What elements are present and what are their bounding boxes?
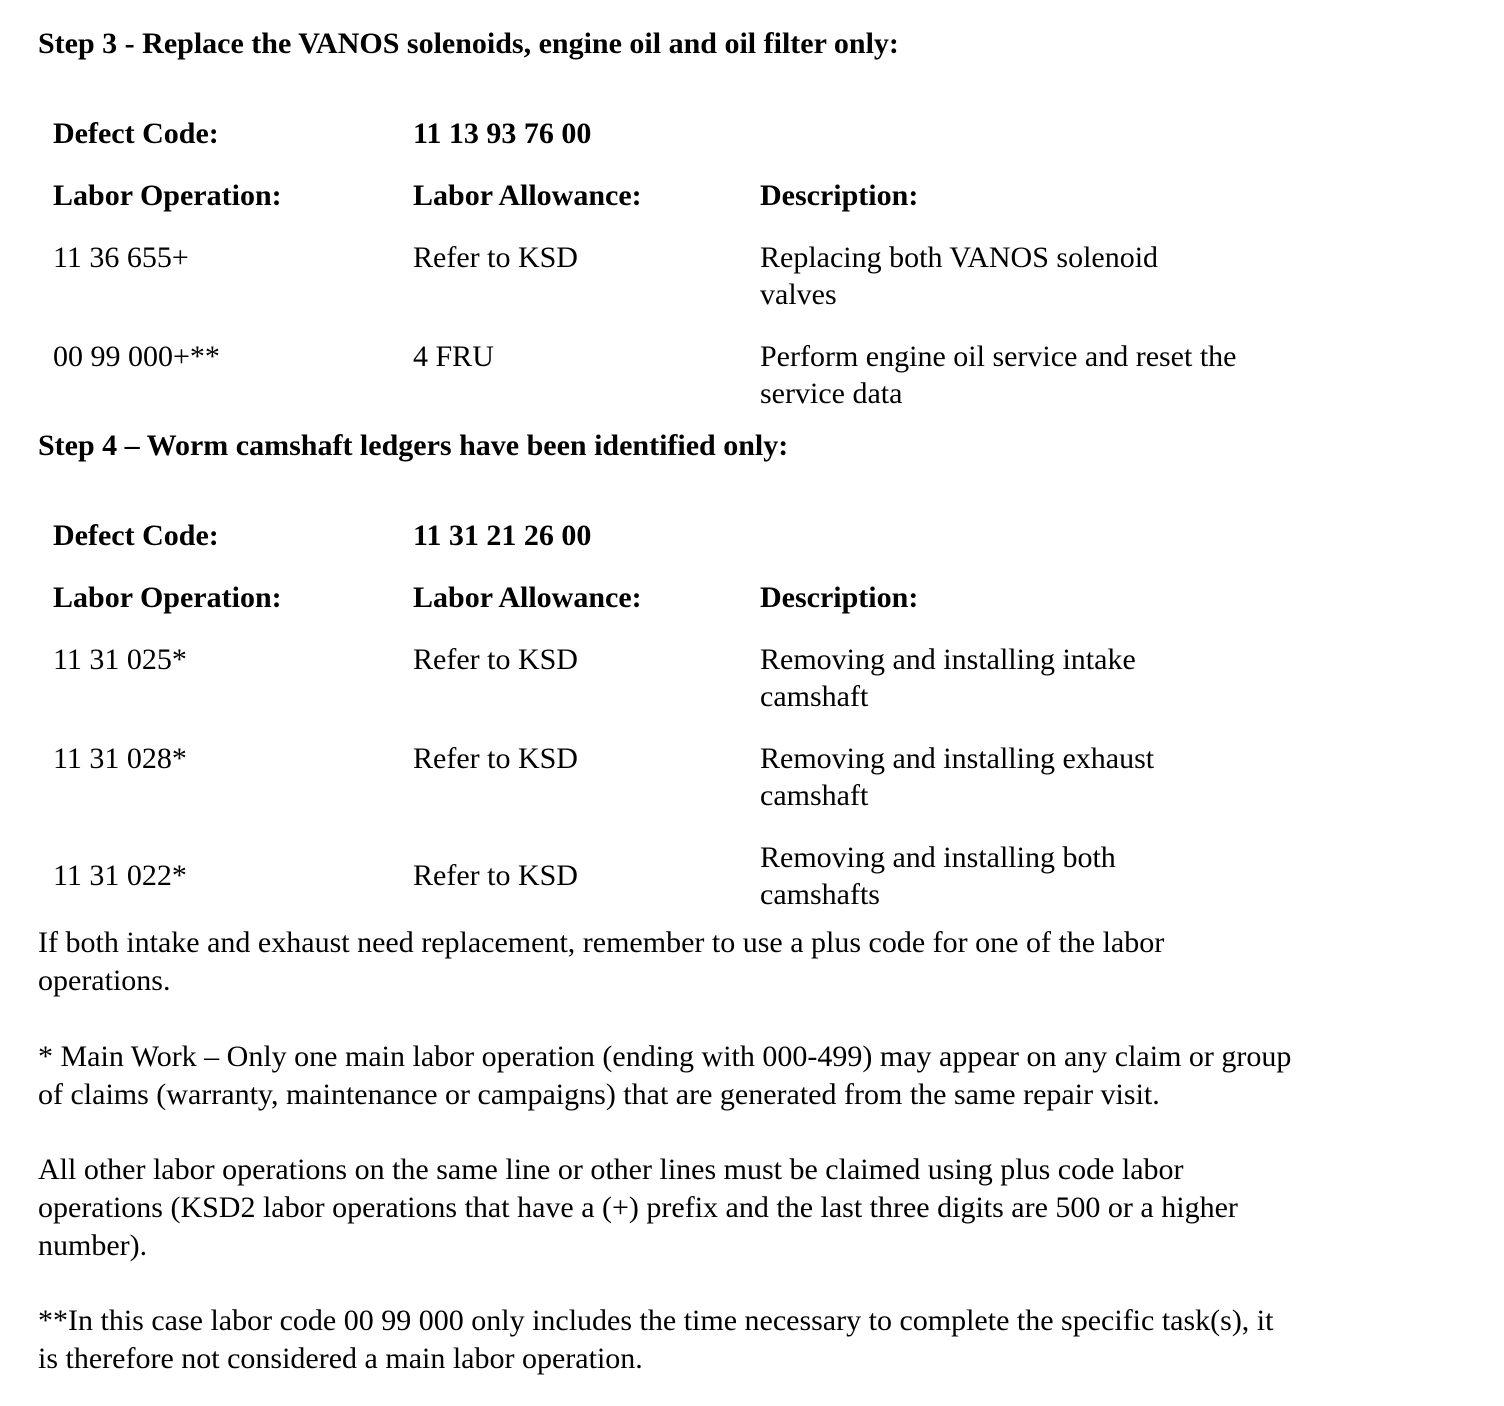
step4-header-labor-operation: Labor Operation: — [53, 581, 282, 614]
step3-row1-description-line1: Replacing both VANOS solenoid — [760, 241, 1159, 274]
step3-row2-description-line2: service data — [760, 377, 903, 410]
note-main-work-line1: * Main Work – Only one main labor operation (ending with 000-499) may appear on any claim or group — [38, 1040, 1292, 1073]
step4-row3-description-line1: Removing and installing both — [760, 841, 1116, 874]
step3-row1-allowance: Refer to KSD — [413, 241, 578, 274]
step3-row2-description-line1: Perform engine oil service and reset the — [760, 340, 1237, 373]
step4-row3-operation: 11 31 022* — [53, 859, 187, 892]
note-plus-code-line2: operations. — [38, 964, 171, 997]
step4-row2-description-line2: camshaft — [760, 779, 869, 812]
step4-row1-operation: 11 31 025* — [53, 643, 187, 676]
step3-defect-label: Defect Code: — [53, 117, 219, 150]
step3-row1-description-line2: valves — [760, 278, 837, 311]
note-other-ops-line3: number). — [38, 1229, 148, 1262]
step4-row2-allowance: Refer to KSD — [413, 742, 578, 775]
step3-header-description: Description: — [760, 179, 919, 212]
step3-heading: Step 3 - Replace the VANOS solenoids, engine oil and oil filter only: — [38, 27, 899, 60]
note-other-ops — [38, 1151, 1238, 1265]
step3-row2-operation: 00 99 000+** — [53, 340, 220, 373]
note-main-work-line2: of claims (warranty, maintenance or campaigns) that are generated from the same repair visit. — [38, 1078, 1160, 1111]
step4-row2-description-line1: Removing and installing exhaust — [760, 742, 1155, 775]
step4-row1-allowance: Refer to KSD — [413, 643, 578, 676]
step4-heading: Step 4 – Worm camshaft ledgers have been identified only: — [38, 429, 789, 462]
note-other-ops-line2: operations (KSD2 labor operations that have a (+) prefix and the last three digits are 500 or a higher — [38, 1191, 1238, 1224]
step3-row2-allowance: 4 FRU — [413, 340, 494, 373]
step4-defect-code: 11 31 21 26 00 — [413, 519, 592, 552]
step4-row3-allowance: Refer to KSD — [413, 859, 578, 892]
note-plus-code — [38, 924, 1164, 1000]
step3-header-labor-operation: Labor Operation: — [53, 179, 282, 212]
step4-defect-label: Defect Code: — [53, 519, 219, 552]
step3-header-labor-allowance: Labor Allowance: — [413, 179, 642, 212]
note-plus-code-line1: If both intake and exhaust need replacement, remember to use a plus code for one of the labor — [38, 926, 1165, 959]
note-other-ops-line1: All other labor operations on the same line or other lines must be claimed using plus code labor — [38, 1153, 1184, 1186]
step4-row1-description-line1: Removing and installing intake — [760, 643, 1136, 676]
step4-row2-operation: 11 31 028* — [53, 742, 187, 775]
step4-header-labor-allowance: Labor Allowance: — [413, 581, 642, 614]
step3-row1-operation: 11 36 655+ — [53, 241, 189, 274]
step4-row3-description-line2: camshafts — [760, 878, 880, 911]
note-double-star-line2: is therefore not considered a main labor operation. — [38, 1342, 643, 1375]
step4-row1-description-line2: camshaft — [760, 680, 869, 713]
note-double-star-line1: **In this case labor code 00 99 000 only includes the time necessary to complete the specific task(s), it — [38, 1304, 1274, 1337]
note-double-star — [38, 1302, 1273, 1378]
step4-header-description: Description: — [760, 581, 919, 614]
step3-defect-code: 11 13 93 76 00 — [413, 117, 592, 150]
note-main-work — [38, 1038, 1291, 1114]
